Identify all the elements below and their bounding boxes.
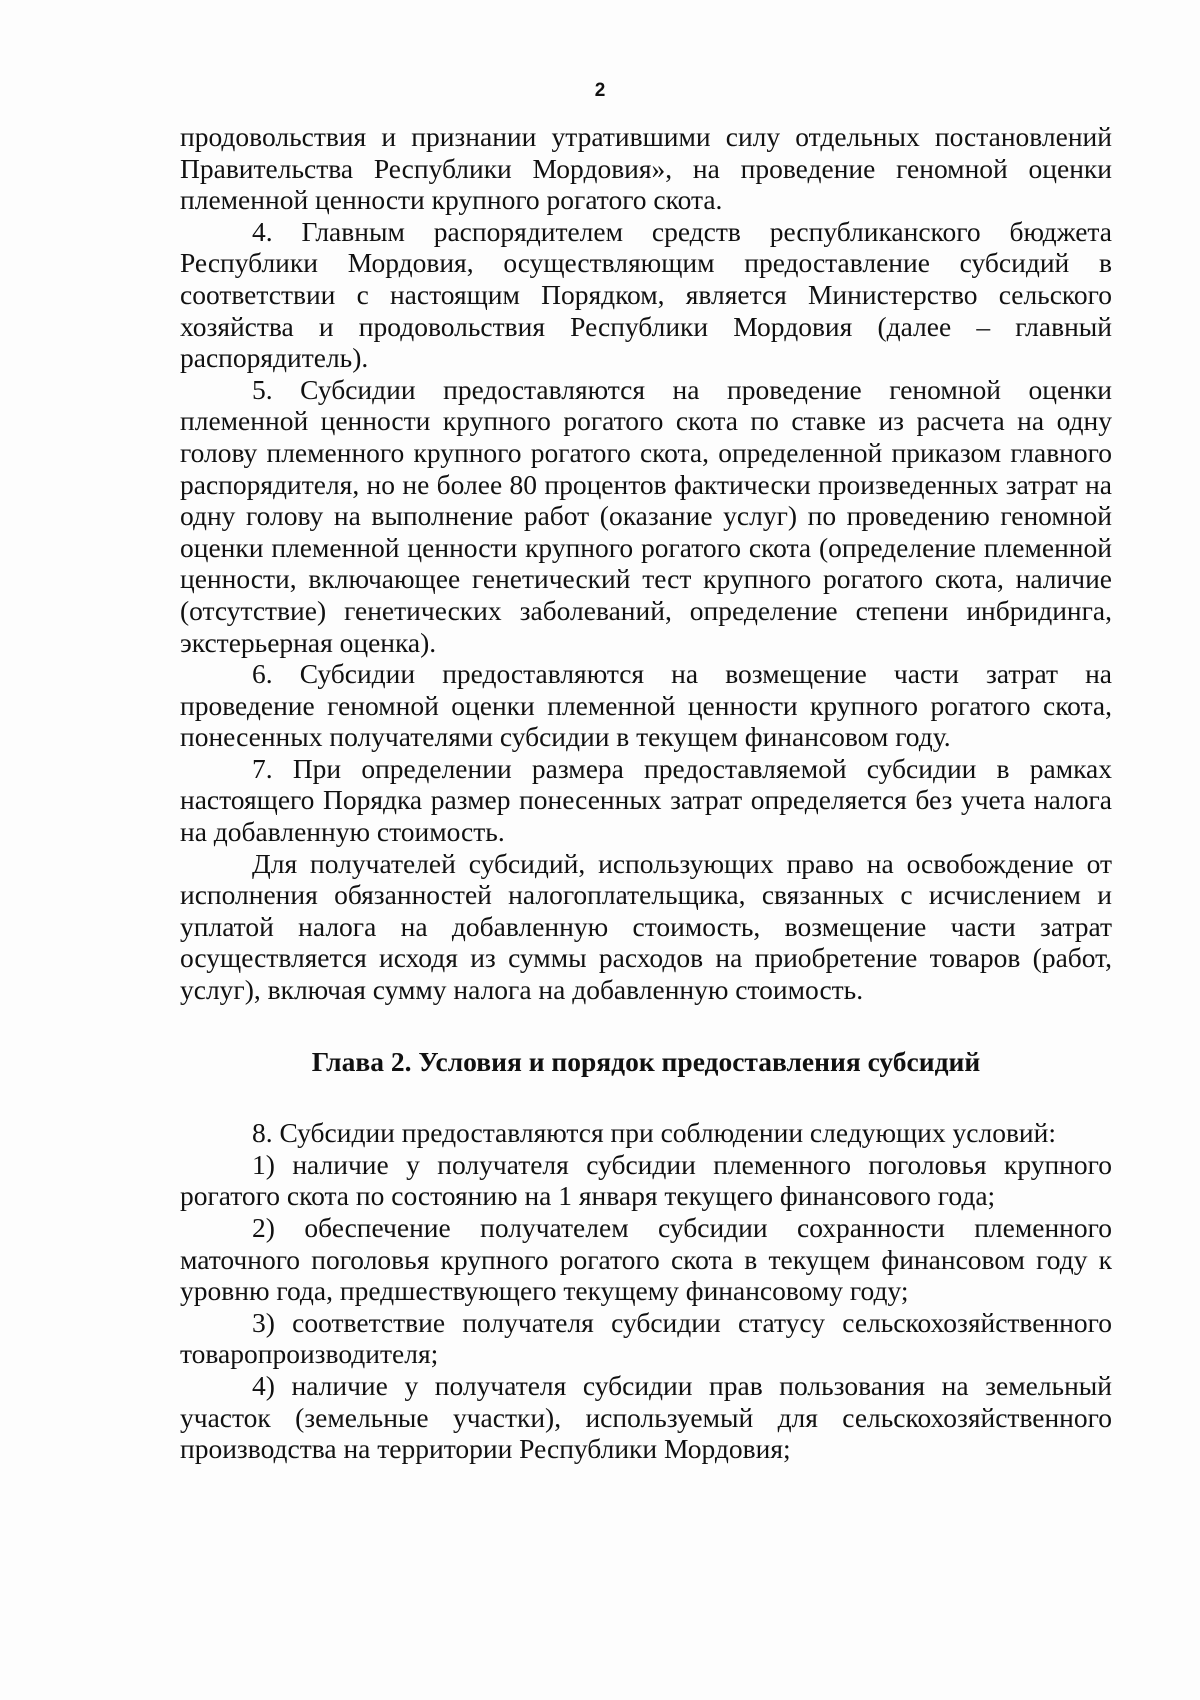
condition-item-2: 2) обеспечение получателем субсидии сохранности племенного маточного поголовья крупного рогатого скота в текущем финансовом году к уровню года, предшествующего текущему финансовому году;: [180, 1212, 1112, 1307]
condition-item-1: 1) наличие у получателя субсидии племенного поголовья крупного рогатого скота по состоянию на 1 января текущего финансового года;: [180, 1148, 1112, 1212]
paragraph-item-5: 5. Субсидии предоставляются на проведение геномной оценки племенной ценности крупного рогатого скота по ставке из расчета на одну голову племенного крупного рогатого скота, определенной приказом главного распорядителя, но не более 80 процентов фактически произведенных затрат на одну голову на выполнение работ (оказание услуг) по проведению геномной оценки племенной ценности крупного рогатого скота (определение племенной ценности, включающее генетический тест крупного рогатого скота, наличие (отсутствие) генетических заболеваний, определение степени инбридинга, экстерьерная оценка).: [180, 373, 1112, 658]
condition-item-3: 3) соответствие получателя субсидии статусу сельскохозяйственного товаропроизводителя;: [180, 1306, 1112, 1370]
paragraph-continuation: продовольствия и признании утратившими силу отдельных постановлений Правительства Республики Мордовия», на проведение геномной оценки племенной ценности крупного рогатого скота.: [180, 121, 1112, 216]
chapter-heading: Глава 2. Условия и порядок предоставления субсидий: [311, 1045, 981, 1077]
paragraph-item-7: 7. При определении размера предоставляемой субсидии в рамках настоящего Порядка размер понесенных затрат определяется без учета налога на добавленную стоимость.: [180, 752, 1112, 848]
paragraph-item-6: 6. Субсидии предоставляются на возмещение части затрат на проведение геномной оценки племенной ценности крупного рогатого скота, понесенных получателями субсидии в текущем финансовом году.: [180, 658, 1112, 753]
page-number: 2: [594, 80, 606, 101]
paragraph-item-8: 8. Субсидии предоставляются при соблюдении следующих условий:: [252, 1117, 1056, 1149]
paragraph-item-7-vat: Для получателей субсидий, использующих право на освобождение от исполнения обязанностей налогоплательщика, связанных с исчислением и уплатой налога на добавленную стоимость, возмещение части затрат осуществляется исходя из суммы расходов на приобретение товаров (работ, услуг), включая сумму налога на добавленную стоимость.: [180, 847, 1112, 1006]
paragraph-item-4: 4. Главным распорядителем средств республиканского бюджета Республики Мордовия, осуществляющим предоставление субсидий в соответствии с настоящим Порядком, является Министерство сельского хозяйства и продовольствия Республики Мордовия (далее – главный распорядитель).: [180, 215, 1112, 374]
condition-item-4: 4) наличие у получателя субсидии прав пользования на земельный участок (земельные участки), используемый для сельскохозяйственного производства на территории Республики Мордовия;: [180, 1369, 1112, 1465]
document-body: [180, 121, 1112, 1465]
